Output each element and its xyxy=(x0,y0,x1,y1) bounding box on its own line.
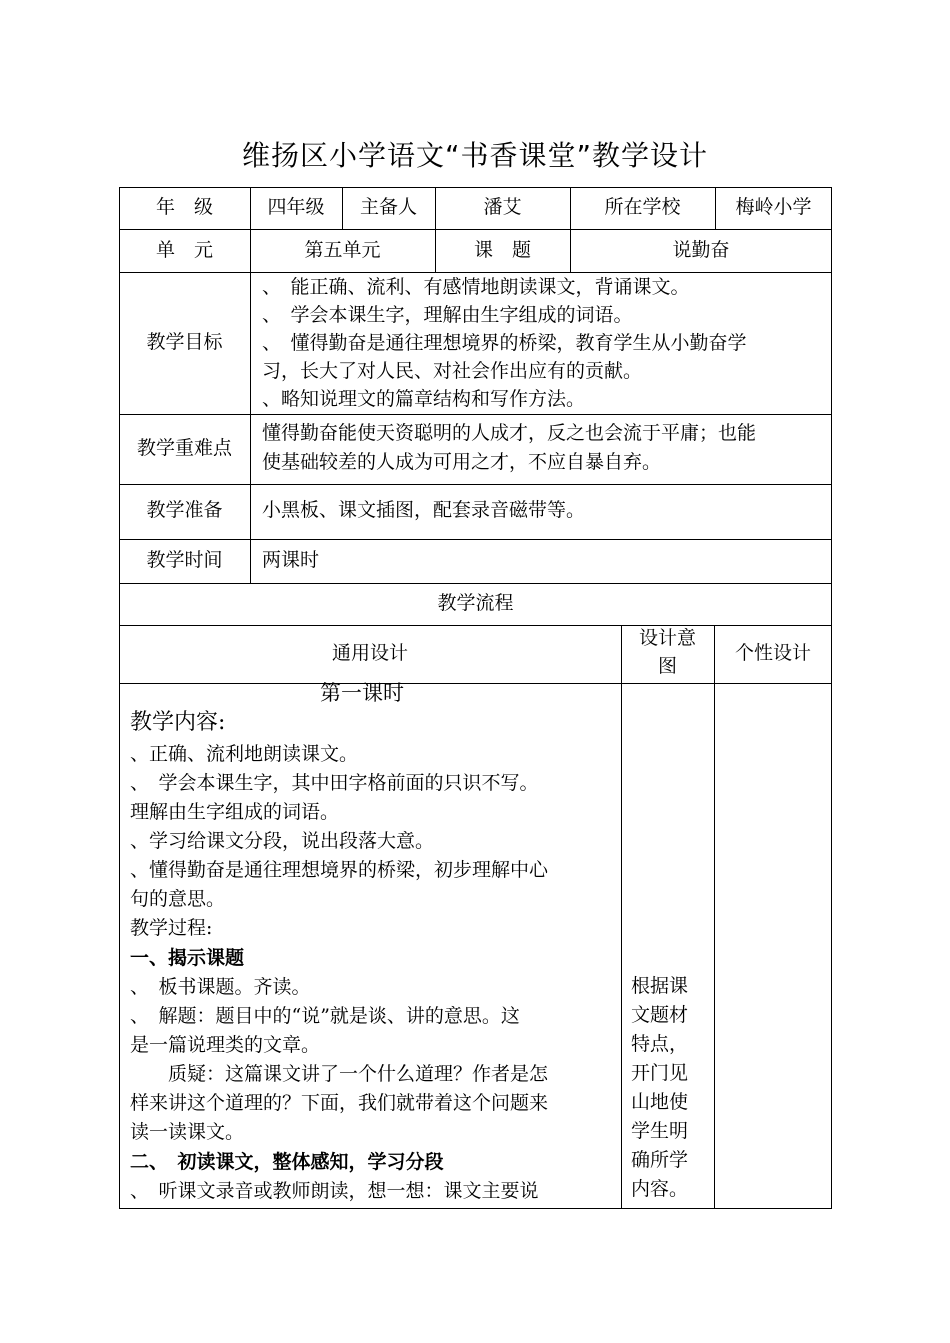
unit-value: 第五单元 xyxy=(304,239,381,261)
preparation-value: 小黑板、课文插图，配套录音磁带等。 xyxy=(262,499,586,521)
intent-line: 根据课 xyxy=(631,975,689,997)
intent-line: 学生明 xyxy=(631,1120,689,1142)
lesson-line: 、 解题：题目中的“说”就是谈、讲的意思。这 xyxy=(130,1005,520,1027)
column-divider xyxy=(621,625,622,1209)
content-title: 教学内容: xyxy=(130,710,226,735)
key-points-label: 教学重难点 xyxy=(136,437,232,459)
grade-value: 四年级 xyxy=(267,196,325,218)
section-heading: 一、揭示课题 xyxy=(130,947,245,969)
duration-label: 教学时间 xyxy=(146,549,223,571)
row-divider xyxy=(119,583,832,584)
lesson-line: 句的意思。 xyxy=(130,888,226,910)
column-design-intent-cont: 图 xyxy=(657,655,677,677)
intent-line: 特点， xyxy=(631,1033,689,1055)
lesson-line: 理解由生字组成的词语。 xyxy=(130,801,340,823)
school-label: 所在学校 xyxy=(604,196,681,218)
intent-line: 确所学 xyxy=(631,1149,689,1171)
lesson-line: 样来讲这个道理的？下面，我们就带着这个问题来 xyxy=(130,1092,549,1114)
intent-line: 山地使 xyxy=(631,1091,689,1113)
objective-line: 、 学会本课生字，理解由生字组成的词语。 xyxy=(262,304,633,326)
column-personal-design: 个性设计 xyxy=(734,642,811,664)
objective-line: 、 懂得勤奋是通往理想境界的桥梁，教育学生从小勤奋学 xyxy=(262,332,747,354)
intent-line: 内容。 xyxy=(631,1178,689,1200)
row-divider xyxy=(119,229,832,230)
preparation-label: 教学准备 xyxy=(146,499,223,521)
row-divider xyxy=(119,625,832,626)
section-heading: 二、 初读课文，整体感知，学习分段 xyxy=(130,1151,444,1173)
key-point-line: 使基础较差的人成为可用之才，不应自暴自弃。 xyxy=(262,451,662,473)
objective-line: 习，长大了对人民、对社会作出应有的贡献。 xyxy=(262,360,643,382)
row-divider xyxy=(119,414,832,415)
lesson-line: 、学习给课文分段，说出段落大意。 xyxy=(130,830,435,852)
key-point-line: 懂得勤奋能使天资聪明的人成才，反之也会流于平庸；也能 xyxy=(262,422,757,444)
grade-label: 年 级 xyxy=(155,196,213,218)
lesson-line: 、 板书课题。齐读。 xyxy=(130,976,311,998)
row-divider xyxy=(119,683,832,684)
column-design-intent: 设计意 xyxy=(638,627,696,649)
preparer-value: 潘艾 xyxy=(483,196,522,218)
duration-value: 两课时 xyxy=(262,549,320,571)
intent-line: 开门见 xyxy=(631,1062,689,1084)
column-general-design: 通用设计 xyxy=(331,642,408,664)
lesson-line: 、正确、流利地朗读课文。 xyxy=(130,743,359,765)
lesson-line: 、 听课文录音或教师朗读，想一想：课文主要说 xyxy=(130,1180,539,1202)
lesson-heading: 第一课时 xyxy=(320,681,404,705)
topic-label: 课 题 xyxy=(473,239,531,261)
unit-label: 单 元 xyxy=(155,239,213,261)
process-label: 教学流程 xyxy=(437,592,514,614)
lesson-line: 是一篇说理类的文章。 xyxy=(130,1034,321,1056)
objective-line: 、 能正确、流利、有感情地朗读课文，背诵课文。 xyxy=(262,276,690,298)
lesson-line: 读一读课文。 xyxy=(130,1121,245,1143)
lesson-line: 教学过程: xyxy=(130,917,213,939)
objective-line: 、略知说理文的篇章结构和写作方法。 xyxy=(262,388,586,410)
school-value: 梅岭小学 xyxy=(735,196,812,218)
lesson-line: 、 学会本课生字，其中田字格前面的只识不写。 xyxy=(130,772,539,794)
row-divider xyxy=(119,484,832,485)
intent-line: 文题材 xyxy=(631,1004,689,1026)
lesson-line: 、懂得勤奋是通往理想境界的桥梁，初步理解中心 xyxy=(130,859,549,881)
topic-value: 说勤奋 xyxy=(672,239,730,261)
page-title: 维扬区小学语文“书香课堂”教学设计 xyxy=(241,139,708,172)
objectives-label: 教学目标 xyxy=(146,331,223,353)
row-divider xyxy=(119,539,832,540)
column-divider xyxy=(714,625,715,1209)
lesson-line: 质疑：这篇课文讲了一个什么道理？作者是怎 xyxy=(130,1063,549,1085)
preparer-label: 主备人 xyxy=(359,196,417,218)
